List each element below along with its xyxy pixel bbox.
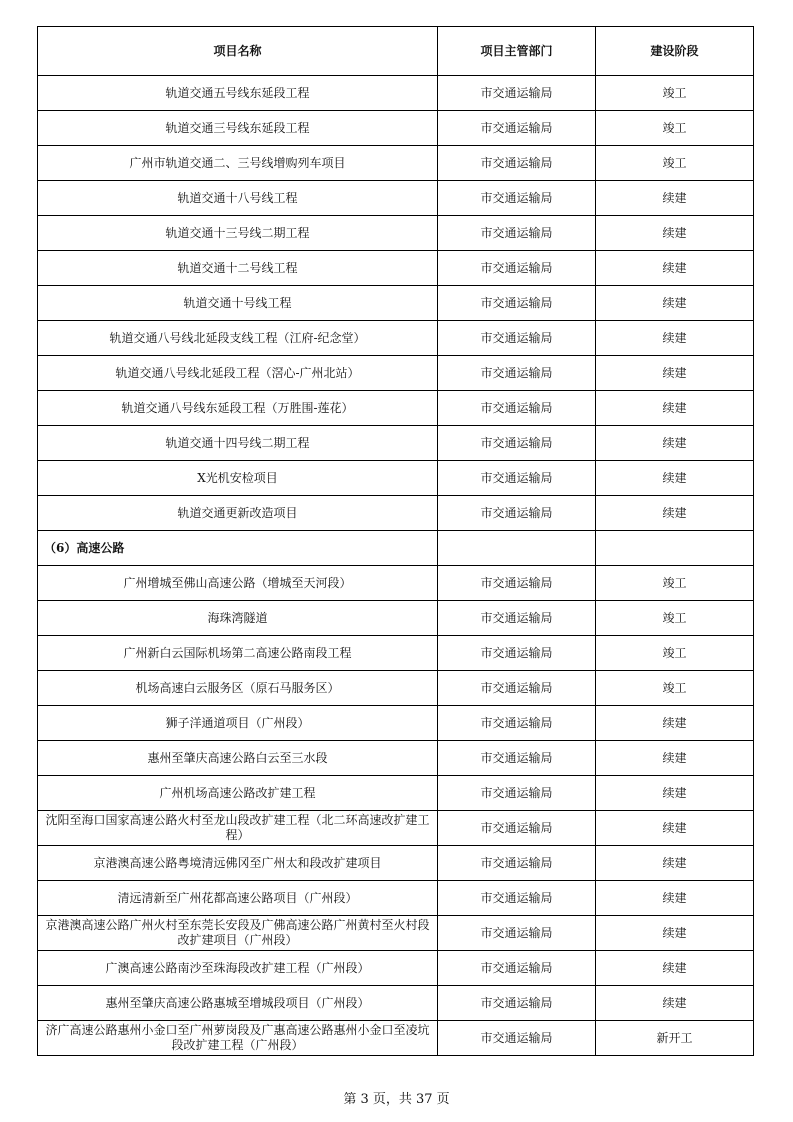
project-name-cell: 沈阳至海口国家高速公路火村至龙山段改扩建工程（北二环高速改扩建工程）: [38, 811, 438, 846]
department-cell: 市交通运输局: [438, 811, 596, 846]
stage-cell: 续建: [596, 741, 754, 776]
table-row: [38, 846, 754, 881]
department-cell: 市交通运输局: [438, 76, 596, 111]
stage-cell: 竣工: [596, 111, 754, 146]
stage-cell: 续建: [596, 811, 754, 846]
department-cell: 市交通运输局: [438, 566, 596, 601]
table-body: [38, 76, 754, 1056]
department-cell: 市交通运输局: [438, 986, 596, 1021]
stage-cell: 续建: [596, 356, 754, 391]
department-cell: 市交通运输局: [438, 846, 596, 881]
stage-cell: 续建: [596, 461, 754, 496]
header-department: 项目主管部门: [438, 27, 596, 76]
department-cell: 市交通运输局: [438, 706, 596, 741]
stage-cell: 续建: [596, 496, 754, 531]
department-cell: 市交通运输局: [438, 321, 596, 356]
page-footer: 第 3 页，共 37 页: [343, 1092, 450, 1107]
stage-cell: 竣工: [596, 601, 754, 636]
section-title: （6）高速公路: [38, 531, 438, 566]
project-name-cell: 广澳高速公路南沙至珠海段改扩建工程（广州段）: [38, 951, 438, 986]
project-name-cell: 轨道交通三号线东延段工程: [38, 111, 438, 146]
department-cell: 市交通运输局: [438, 636, 596, 671]
table-row: [38, 566, 754, 601]
department-cell: 市交通运输局: [438, 356, 596, 391]
project-name-cell: 济广高速公路惠州小金口至广州萝岗段及广惠高速公路惠州小金口至凌坑段改扩建工程（广州段）: [38, 1021, 438, 1056]
stage-cell: 竣工: [596, 636, 754, 671]
stage-cell: 续建: [596, 391, 754, 426]
table-row: [38, 216, 754, 251]
department-cell: 市交通运输局: [438, 286, 596, 321]
department-cell: 市交通运输局: [438, 601, 596, 636]
stage-cell: 续建: [596, 881, 754, 916]
stage-cell: 续建: [596, 321, 754, 356]
project-name-cell: X光机安检项目: [38, 461, 438, 496]
department-cell: 市交通运输局: [438, 426, 596, 461]
stage-cell: 续建: [596, 251, 754, 286]
stage-cell: 新开工: [596, 1021, 754, 1056]
department-cell: 市交通运输局: [438, 496, 596, 531]
stage-cell: 续建: [596, 216, 754, 251]
stage-cell: 续建: [596, 986, 754, 1021]
stage-cell: 续建: [596, 951, 754, 986]
department-cell: 市交通运输局: [438, 916, 596, 951]
department-cell: 市交通运输局: [438, 671, 596, 706]
project-name-cell: 轨道交通十八号线工程: [38, 181, 438, 216]
table-row: [38, 881, 754, 916]
section-row: [38, 531, 754, 566]
project-name-cell: 轨道交通八号线东延段工程（万胜围-莲花）: [38, 391, 438, 426]
project-name-cell: 海珠湾隧道: [38, 601, 438, 636]
project-name-cell: 广州机场高速公路改扩建工程: [38, 776, 438, 811]
stage-cell: 续建: [596, 776, 754, 811]
department-cell: 市交通运输局: [438, 741, 596, 776]
project-name-cell: 广州市轨道交通二、三号线增购列车项目: [38, 146, 438, 181]
table-row: [38, 181, 754, 216]
table-row: [38, 251, 754, 286]
stage-cell: 续建: [596, 916, 754, 951]
table-row: [38, 1021, 754, 1056]
department-cell: 市交通运输局: [438, 1021, 596, 1056]
department-cell: 市交通运输局: [438, 881, 596, 916]
stage-cell: 续建: [596, 181, 754, 216]
project-name-cell: 清远清新至广州花都高速公路项目（广州段）: [38, 881, 438, 916]
department-cell: 市交通运输局: [438, 391, 596, 426]
department-cell: 市交通运输局: [438, 251, 596, 286]
project-name-cell: 轨道交通五号线东延段工程: [38, 76, 438, 111]
project-name-cell: 惠州至肇庆高速公路惠城至增城段项目（广州段）: [38, 986, 438, 1021]
project-name-cell: 京港澳高速公路广州火村至东莞长安段及广佛高速公路广州黄村至火村段改扩建项目（广州段）: [38, 916, 438, 951]
table-row: [38, 496, 754, 531]
stage-cell: 续建: [596, 846, 754, 881]
project-name-cell: 轨道交通更新改造项目: [38, 496, 438, 531]
stage-cell: 续建: [596, 426, 754, 461]
department-cell: 市交通运输局: [438, 181, 596, 216]
project-name-cell: 轨道交通八号线北延段工程（滘心-广州北站）: [38, 356, 438, 391]
table-row: [38, 286, 754, 321]
project-name-cell: 轨道交通十三号线二期工程: [38, 216, 438, 251]
department-cell: 市交通运输局: [438, 951, 596, 986]
project-name-cell: 广州增城至佛山高速公路（增城至天河段）: [38, 566, 438, 601]
stage-cell: 竣工: [596, 76, 754, 111]
project-name-cell: 京港澳高速公路粤境清远佛冈至广州太和段改扩建项目: [38, 846, 438, 881]
project-name-cell: 轨道交通八号线北延段支线工程（江府-纪念堂）: [38, 321, 438, 356]
stage-cell: 竣工: [596, 566, 754, 601]
empty-cell: [596, 531, 754, 566]
table-row: [38, 356, 754, 391]
department-cell: 市交通运输局: [438, 461, 596, 496]
project-name-cell: 轨道交通十二号线工程: [38, 251, 438, 286]
project-table-container: [37, 26, 753, 1056]
table-row: [38, 461, 754, 496]
table-row: [38, 76, 754, 111]
table-row: [38, 146, 754, 181]
department-cell: 市交通运输局: [438, 111, 596, 146]
department-cell: 市交通运输局: [438, 146, 596, 181]
header-project-name: 项目名称: [38, 27, 438, 76]
project-name-cell: 轨道交通十四号线二期工程: [38, 426, 438, 461]
table-row: [38, 741, 754, 776]
table-row: [38, 111, 754, 146]
department-cell: 市交通运输局: [438, 776, 596, 811]
table-row: [38, 636, 754, 671]
project-name-cell: 惠州至肇庆高速公路白云至三水段: [38, 741, 438, 776]
stage-cell: 续建: [596, 706, 754, 741]
stage-cell: 竣工: [596, 146, 754, 181]
project-name-cell: 狮子洋通道项目（广州段）: [38, 706, 438, 741]
stage-cell: 竣工: [596, 671, 754, 706]
table-row: [38, 671, 754, 706]
project-name-cell: 轨道交通十号线工程: [38, 286, 438, 321]
empty-cell: [438, 531, 596, 566]
table-row: [38, 811, 754, 846]
header-stage: 建设阶段: [596, 27, 754, 76]
table-row: [38, 951, 754, 986]
project-name-cell: 广州新白云国际机场第二高速公路南段工程: [38, 636, 438, 671]
table-row: [38, 916, 754, 951]
table-row: [38, 776, 754, 811]
table-row: [38, 706, 754, 741]
table-header-row: [38, 27, 754, 76]
table-row: [38, 321, 754, 356]
stage-cell: 续建: [596, 286, 754, 321]
table-row: [38, 391, 754, 426]
department-cell: 市交通运输局: [438, 216, 596, 251]
project-table: [37, 26, 754, 1056]
table-row: [38, 426, 754, 461]
table-row: [38, 601, 754, 636]
project-name-cell: 机场高速白云服务区（原石马服务区）: [38, 671, 438, 706]
table-row: [38, 986, 754, 1021]
